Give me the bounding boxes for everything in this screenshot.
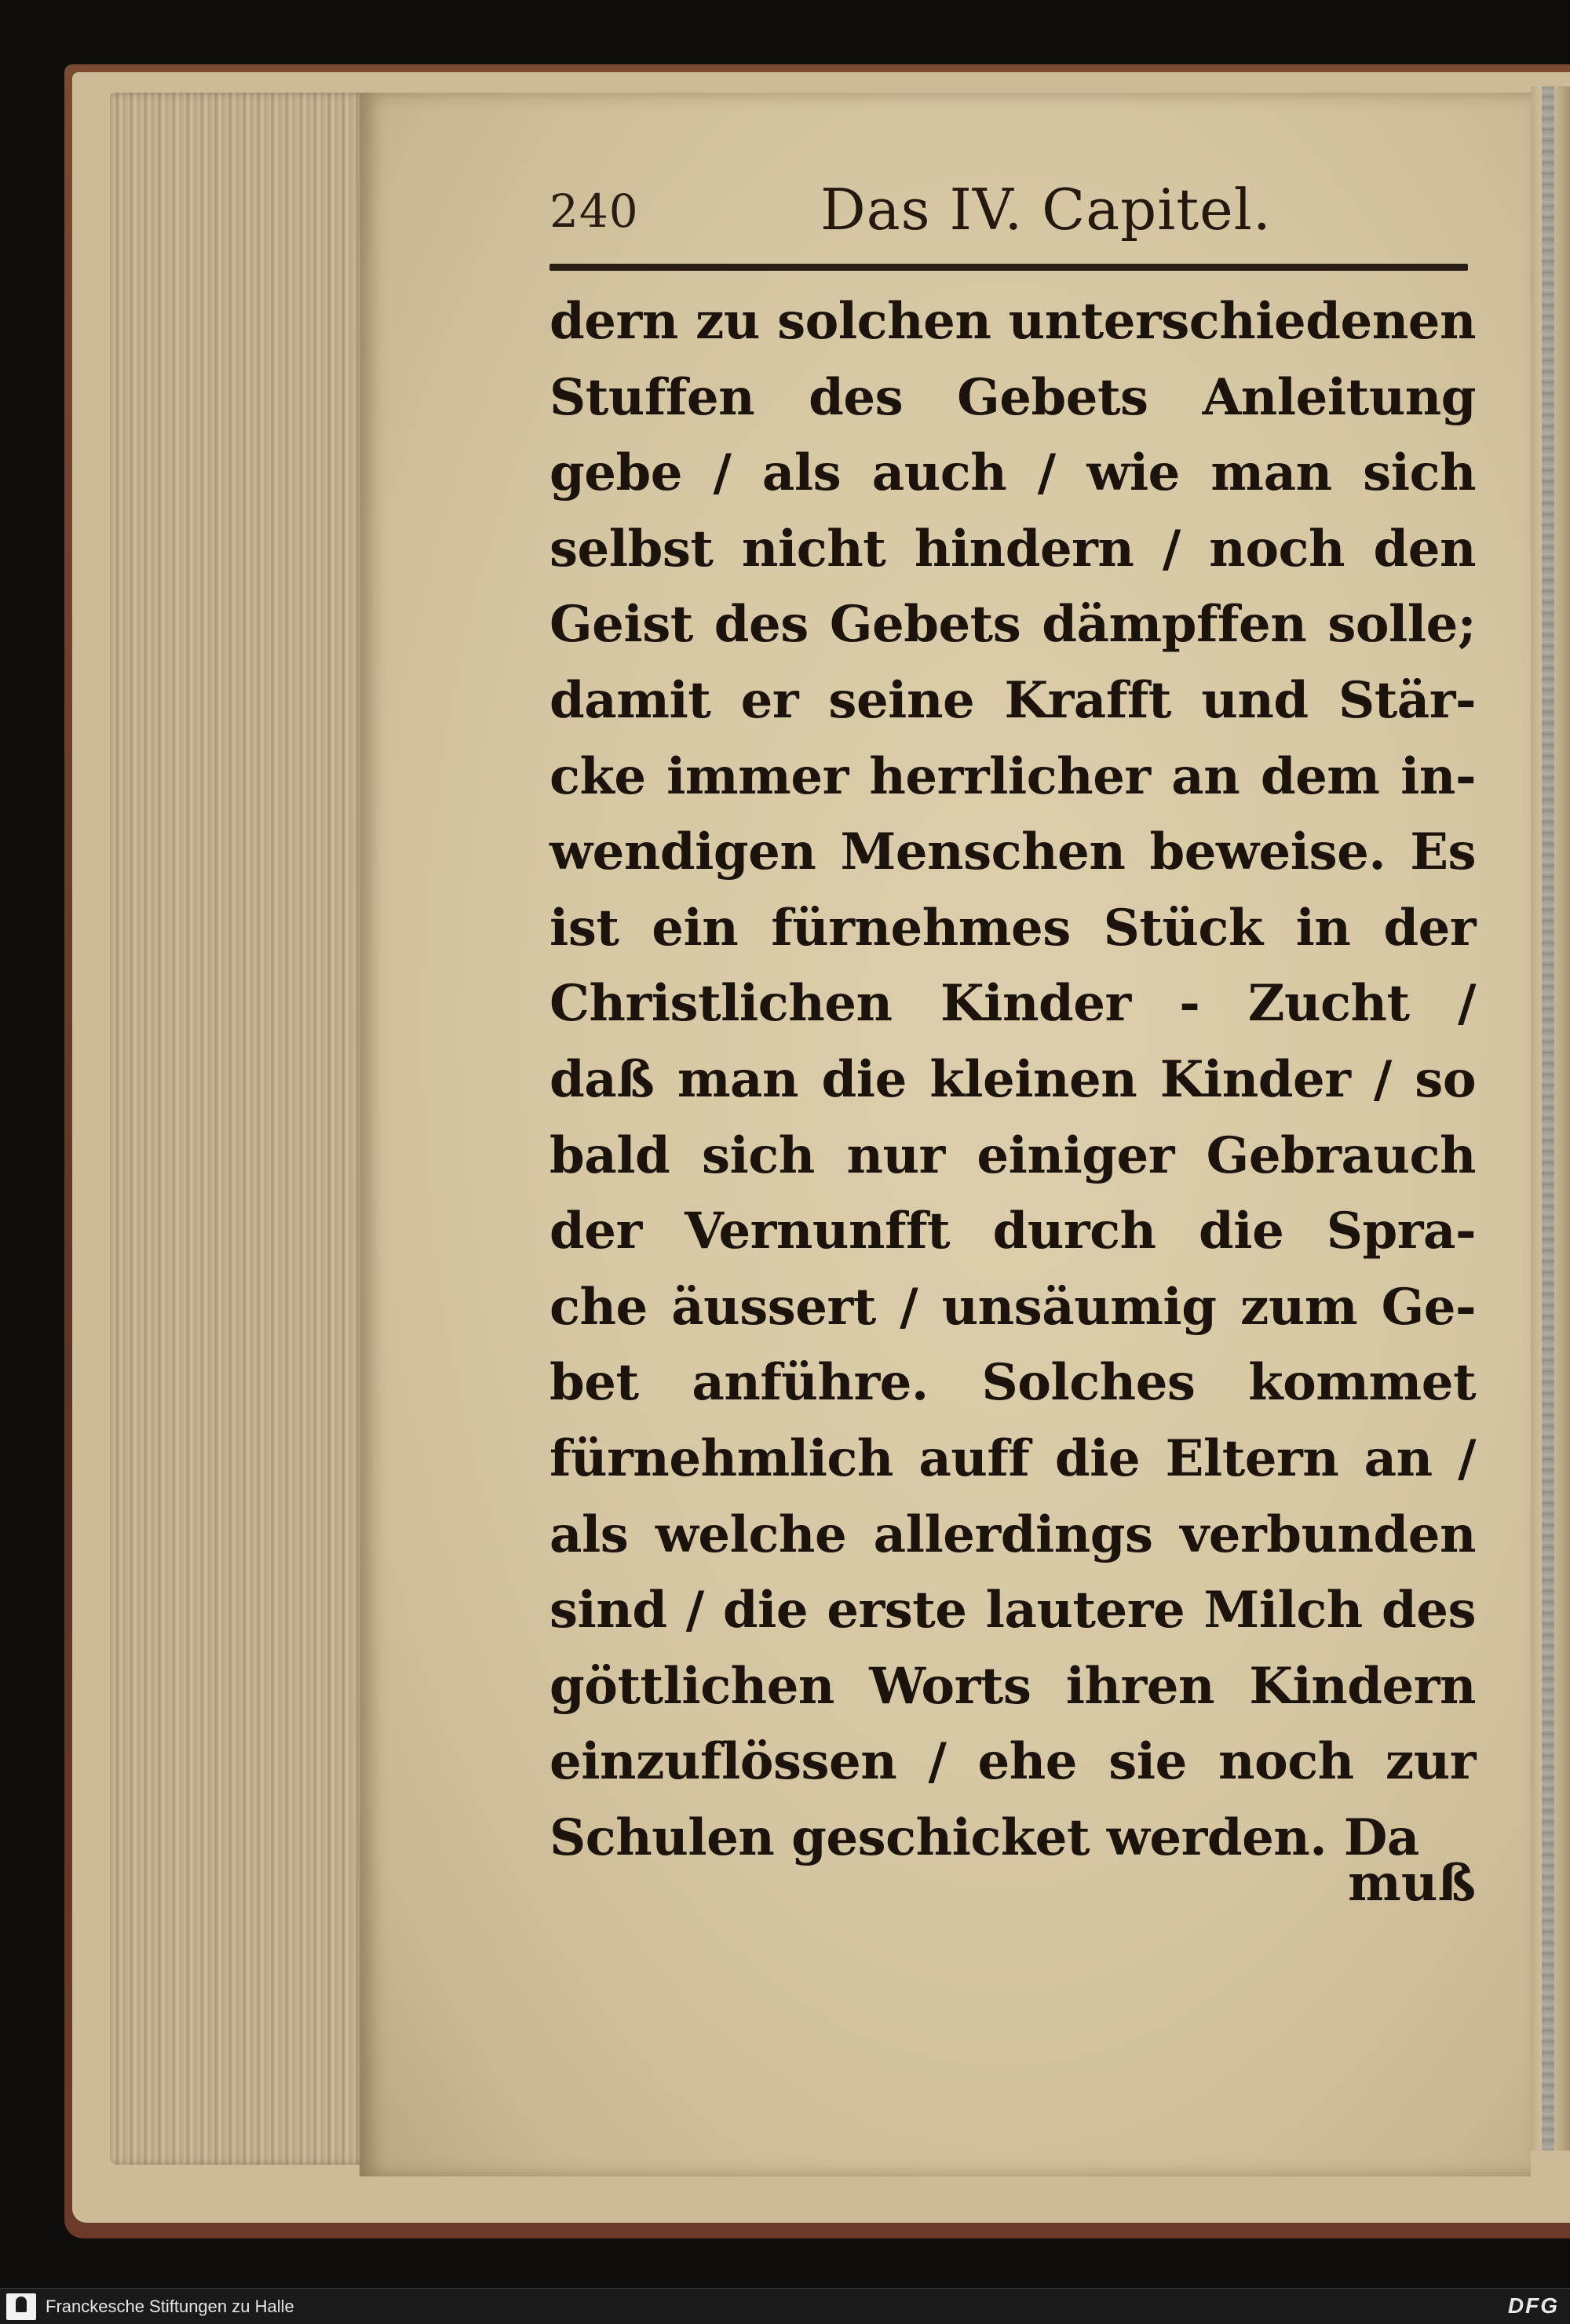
text-line: ist ein fürnehmes Stück in der	[550, 898, 1476, 958]
text-line: einzuflössen / ehe sie noch zur	[550, 1732, 1476, 1792]
text-line: als welche allerdings verbunden	[550, 1505, 1476, 1564]
text-line: damit er seine Krafft und Stär-	[550, 670, 1476, 730]
text-line: Stuffen des Gebets Anleitung	[550, 367, 1476, 427]
running-head: Das IV. Capitel.	[820, 177, 1272, 243]
text-line: bet anführe. Solches kommet	[550, 1353, 1476, 1413]
body-text	[550, 284, 1476, 1876]
text-line: bald sich nur einiger Gebrauch	[550, 1126, 1476, 1185]
text-line: Schulen geschicket werden. Da	[550, 1808, 1419, 1867]
text-line: Christlichen Kinder - Zucht /	[550, 974, 1476, 1034]
dfg-logo[interactable]: DFG	[1507, 2293, 1559, 2318]
institution-logo-icon[interactable]	[6, 2293, 36, 2320]
text-line: sind / die erste lautere Milch des	[550, 1581, 1476, 1640]
text-line: göttlichen Worts ihren Kindern	[550, 1656, 1476, 1716]
page-stack-edges	[110, 93, 369, 2165]
text-line: dern zu solchen unterschiedenen	[550, 292, 1476, 351]
text-line: selbst nicht hindern / noch den	[550, 519, 1476, 578]
header-rule	[550, 264, 1468, 271]
text-line: der Vernunfft durch die Spra-	[550, 1202, 1476, 1261]
page-header	[550, 177, 1468, 255]
text-line: cke immer herrlicher an dem in-	[550, 746, 1476, 806]
text-line: che äussert / unsäumig zum Ge-	[550, 1277, 1476, 1337]
text-line: Geist des Gebets dämpffen solle;	[550, 595, 1476, 655]
footer-bar	[0, 2288, 1570, 2324]
text-line: fürnehmlich auff die Eltern an /	[550, 1428, 1476, 1488]
text-line: gebe / als auch / wie man sich	[550, 443, 1476, 503]
institution-link[interactable]: Franckesche Stiftungen zu Halle	[46, 2297, 294, 2316]
page-number: 240	[550, 184, 639, 238]
logo-glyph	[16, 2297, 27, 2312]
text-line: daß man die kleinen Kinder / so	[550, 1049, 1476, 1109]
catchword: muß	[1348, 1854, 1476, 1913]
right-page-edge	[1531, 86, 1570, 2151]
bookmark-ribbon	[1542, 86, 1554, 2151]
text-line: wendigen Menschen beweise. Es	[550, 823, 1476, 882]
